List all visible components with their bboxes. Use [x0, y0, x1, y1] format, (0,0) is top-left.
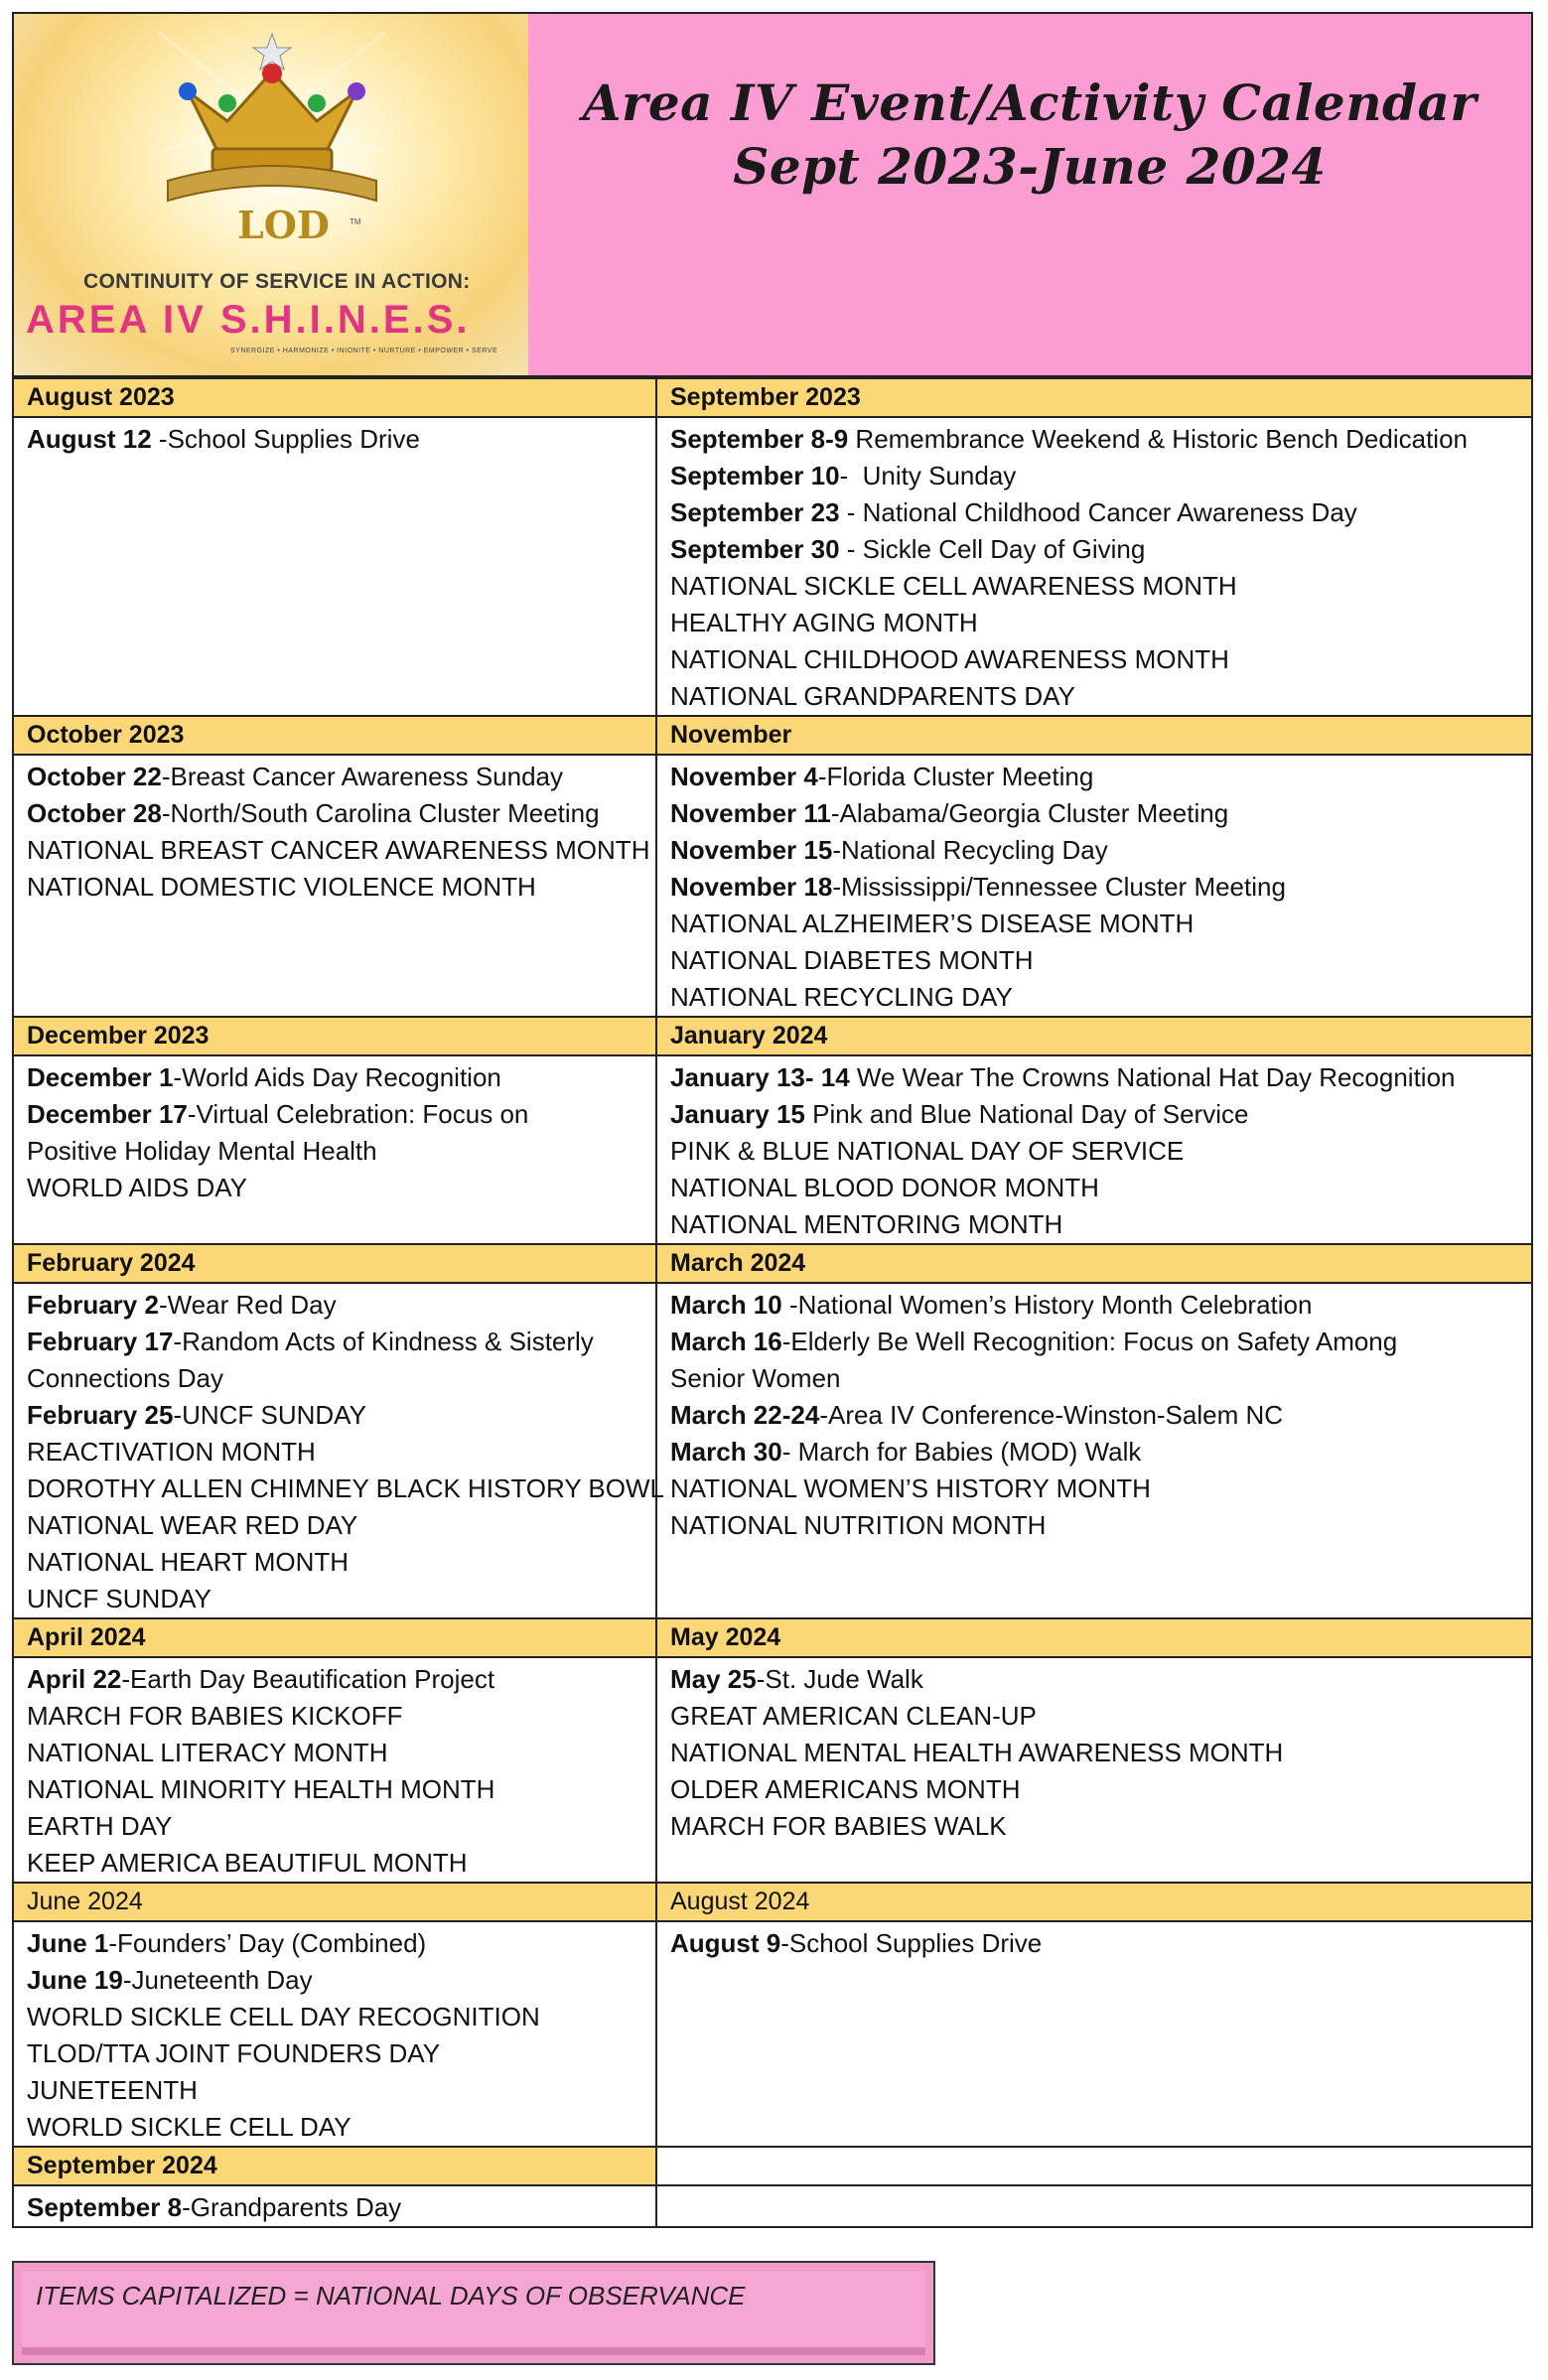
event-date: August 12 — [27, 424, 152, 454]
event-item — [27, 1059, 647, 1096]
event-date: February 25 — [27, 1400, 174, 1430]
event-description: MARCH FOR BABIES KICKOFF — [27, 1701, 403, 1731]
event-description: TLOD/TTA JOINT FOUNDERS DAY — [27, 2038, 441, 2068]
event-description: GREAT AMERICAN CLEAN-UP — [670, 1701, 1037, 1731]
event-item — [670, 568, 1523, 605]
month-events — [657, 1056, 1531, 1243]
event-date: November 11 — [670, 798, 831, 828]
event-description: -Breast Cancer Awareness Sunday — [161, 762, 564, 791]
event-description: -School Supplies Drive — [780, 1928, 1043, 1958]
event-description: Pink and Blue National Day of Service — [804, 1099, 1249, 1129]
event-description: -Alabama/Georgia Cluster Meeting — [830, 798, 1229, 828]
event-date: April 22 — [27, 1664, 122, 1694]
event-description: Connections Day — [27, 1363, 223, 1393]
event-description: DOROTHY ALLEN CHIMNEY BLACK HISTORY BOWL — [27, 1473, 665, 1503]
event-description: NATIONAL MINORITY HEALTH MONTH — [27, 1774, 495, 1804]
event-item — [27, 1845, 647, 1882]
event-item — [27, 2189, 647, 2226]
month-events — [657, 756, 1531, 1016]
month-events — [14, 2186, 657, 2226]
event-item — [27, 1324, 647, 1360]
month-events — [657, 2186, 1531, 2226]
month-header-row — [14, 715, 1531, 754]
event-item — [27, 795, 647, 832]
title-panel — [528, 14, 1531, 375]
event-description: EARTH DAY — [27, 1811, 173, 1841]
event-description: -North/South Carolina Cluster Meeting — [161, 798, 600, 828]
month-events-row — [14, 1656, 1531, 1882]
event-item — [670, 1808, 1523, 1845]
event-description: OLDER AMERICANS MONTH — [670, 1774, 1021, 1804]
event-description: NATIONAL ALZHEIMER’S DISEASE MONTH — [670, 909, 1195, 938]
event-item — [27, 2109, 647, 2146]
event-item — [670, 1287, 1523, 1324]
event-item — [670, 641, 1523, 678]
event-description: WORLD SICKLE CELL DAY — [27, 2112, 352, 2142]
month-events — [657, 1658, 1531, 1882]
event-item — [670, 1360, 1523, 1397]
event-description: NATIONAL WOMEN’S HISTORY MONTH — [670, 1473, 1151, 1503]
month-events-row — [14, 1282, 1531, 1617]
event-date: November 4 — [670, 762, 818, 791]
event-item — [670, 1470, 1523, 1507]
month-events — [14, 1658, 657, 1882]
event-item — [27, 1170, 647, 1206]
event-date: November 15 — [670, 835, 833, 865]
event-description: -Area IV Conference-Winston-Salem NC — [819, 1400, 1284, 1430]
event-description: KEEP AMERICA BEAUTIFUL MONTH — [27, 1848, 468, 1878]
month-events — [14, 418, 657, 715]
event-description: NATIONAL BLOOD DONOR MONTH — [670, 1173, 1099, 1202]
event-description: - Sickle Cell Day of Giving — [839, 534, 1146, 564]
logo-values-text: SYNERGIZE • HARMONIZE • INIONITE • NURTURE • EMPOWER • SERVE — [230, 348, 498, 354]
month-events — [657, 1284, 1531, 1617]
event-description: NATIONAL GRANDPARENTS DAY — [670, 681, 1075, 711]
event-description: -World Aids Day Recognition — [173, 1062, 501, 1092]
crown-icon — [158, 32, 386, 210]
event-description: - March for Babies (MOD) Walk — [781, 1437, 1142, 1467]
event-description: - National Childhood Cancer Awareness Day — [839, 497, 1357, 527]
event-item — [27, 1544, 647, 1581]
month-header-row — [14, 1243, 1531, 1282]
event-item — [670, 1434, 1523, 1470]
event-item — [27, 1133, 647, 1170]
event-date: June 19 — [27, 1965, 123, 1995]
month-events — [14, 1922, 657, 2146]
month-events — [657, 418, 1531, 715]
event-item — [27, 1287, 647, 1324]
event-date: August 9 — [670, 1928, 781, 1958]
event-description: NATIONAL MENTAL HEALTH AWARENESS MONTH — [670, 1738, 1284, 1767]
event-description: -Grandparents Day — [182, 2192, 402, 2222]
calendar-table — [12, 377, 1533, 2228]
month-header: April 2024 — [14, 1619, 657, 1656]
legend-text: ITEMS CAPITALIZED = NATIONAL DAYS OF OBSERVANCE — [36, 2281, 746, 2310]
event-description: -Juneteenth Day — [122, 1965, 313, 1995]
event-date: October 22 — [27, 762, 162, 791]
month-header: September 2023 — [657, 379, 1531, 416]
event-item — [670, 759, 1523, 795]
event-item — [27, 2035, 647, 2072]
event-description: JUNETEENTH — [27, 2075, 198, 2105]
event-item — [27, 1771, 647, 1808]
event-description: -Random Acts of Kindness & Sisterly — [173, 1327, 594, 1356]
legend-box — [12, 2261, 935, 2365]
month-header-row — [14, 377, 1531, 416]
month-header: September 2024 — [14, 2148, 657, 2184]
month-events-row — [14, 754, 1531, 1016]
event-date: January 13- 14 — [670, 1062, 850, 1092]
month-events — [657, 1922, 1531, 2146]
area-iv-shines-logo — [14, 14, 528, 375]
event-description: MARCH FOR BABIES WALK — [670, 1811, 1007, 1841]
event-description: -UNCF SUNDAY — [173, 1400, 366, 1430]
event-date: March 30 — [670, 1437, 782, 1467]
event-description: We Wear The Crowns National Hat Day Recognition — [849, 1062, 1456, 1092]
event-item — [27, 1808, 647, 1845]
event-date: May 25 — [670, 1664, 757, 1694]
event-item — [670, 906, 1523, 942]
calendar-header — [12, 12, 1533, 377]
event-description: -National Women’s History Month Celebration — [781, 1290, 1313, 1320]
event-description: - Unity Sunday — [839, 461, 1017, 490]
event-description: UNCF SUNDAY — [27, 1584, 211, 1613]
event-item — [27, 2072, 647, 2109]
event-item — [670, 531, 1523, 568]
event-date: March 22-24 — [670, 1400, 820, 1430]
month-header: June 2024 — [14, 1884, 657, 1920]
month-header: May 2024 — [657, 1619, 1531, 1656]
event-description: -Mississippi/Tennessee Cluster Meeting — [832, 872, 1286, 902]
month-events — [14, 1056, 657, 1243]
event-description: NATIONAL DIABETES MONTH — [670, 945, 1034, 975]
logo-shines-text: AREA IV S.H.I.N.E.S. — [26, 298, 471, 342]
event-item — [27, 1581, 647, 1617]
month-header: March 2024 — [657, 1245, 1531, 1282]
event-item — [27, 1470, 665, 1507]
event-date: February 17 — [27, 1327, 174, 1356]
event-item — [670, 1735, 1523, 1771]
event-item — [27, 1999, 647, 2035]
event-date: December 17 — [27, 1099, 188, 1129]
event-item — [27, 421, 647, 458]
month-header: December 2023 — [14, 1018, 657, 1054]
event-item — [670, 1507, 1523, 1544]
event-item — [27, 1096, 647, 1133]
event-date: February 2 — [27, 1290, 159, 1320]
event-item — [670, 1059, 1523, 1096]
event-item — [670, 605, 1523, 641]
event-item — [670, 869, 1523, 906]
event-date: September 30 — [670, 534, 840, 564]
month-header: November — [657, 717, 1531, 754]
month-header: August 2023 — [14, 379, 657, 416]
event-item — [670, 979, 1523, 1016]
event-description: NATIONAL CHILDHOOD AWARENESS MONTH — [670, 644, 1229, 674]
event-description: -Virtual Celebration: Focus on — [187, 1099, 529, 1129]
event-item — [670, 1771, 1523, 1808]
event-description: -National Recycling Day — [832, 835, 1108, 865]
event-description: NATIONAL NUTRITION MONTH — [670, 1510, 1047, 1540]
event-item — [670, 1096, 1523, 1133]
month-events-row — [14, 1054, 1531, 1243]
event-item — [670, 1397, 1523, 1434]
event-description: NATIONAL DOMESTIC VIOLENCE MONTH — [27, 872, 536, 902]
event-item — [27, 1735, 647, 1771]
event-item — [670, 421, 1523, 458]
logo-tagline: CONTINUITY OF SERVICE IN ACTION: — [83, 270, 471, 293]
logo-lod-text: LOD — [237, 203, 330, 247]
month-header: October 2023 — [14, 717, 657, 754]
event-item — [670, 494, 1523, 531]
event-description: -Wear Red Day — [158, 1290, 337, 1320]
event-description: NATIONAL MENTORING MONTH — [670, 1209, 1063, 1239]
event-item — [27, 1962, 647, 1999]
event-description: NATIONAL BREAST CANCER AWARENESS MONTH — [27, 835, 650, 865]
event-description: -Florida Cluster Meeting — [817, 762, 1094, 791]
month-header-row — [14, 1617, 1531, 1656]
month-events-row — [14, 416, 1531, 715]
event-item — [27, 1661, 647, 1698]
month-header-row — [14, 1882, 1531, 1920]
event-date: September 10 — [670, 461, 840, 490]
event-description: PINK & BLUE NATIONAL DAY OF SERVICE — [670, 1136, 1185, 1166]
event-item — [27, 869, 647, 906]
event-item — [670, 458, 1523, 494]
event-item — [670, 678, 1523, 715]
event-item — [670, 832, 1523, 869]
event-item — [670, 1698, 1523, 1735]
event-description: -Elderly Be Well Recognition: Focus on Safety Among — [781, 1327, 1398, 1356]
event-description: -School Supplies Drive — [151, 424, 420, 454]
event-date: September 23 — [670, 497, 840, 527]
month-header-row — [14, 2146, 1531, 2184]
event-item — [27, 759, 647, 795]
event-item — [670, 942, 1523, 979]
event-item — [27, 1925, 647, 1962]
event-item — [670, 1324, 1523, 1360]
event-item — [27, 1397, 647, 1434]
event-item — [27, 1360, 647, 1397]
month-header — [657, 2148, 1531, 2184]
event-description: NATIONAL LITERACY MONTH — [27, 1738, 388, 1767]
logo-trademark: TM — [350, 217, 361, 226]
event-description: WORLD AIDS DAY — [27, 1173, 248, 1202]
event-description: HEALTHY AGING MONTH — [670, 608, 978, 637]
month-header: February 2024 — [14, 1245, 657, 1282]
event-description: NATIONAL WEAR RED DAY — [27, 1510, 358, 1540]
event-date: December 1 — [27, 1062, 174, 1092]
event-date: November 18 — [670, 872, 833, 902]
event-description: NATIONAL RECYCLING DAY — [670, 982, 1013, 1012]
event-description: NATIONAL HEART MONTH — [27, 1547, 350, 1577]
event-item — [27, 832, 650, 869]
event-date: March 10 — [670, 1290, 782, 1320]
event-date: January 15 — [670, 1099, 805, 1129]
event-description: -Founders’ Day (Combined) — [108, 1928, 427, 1958]
event-date: September 8-9 — [670, 424, 849, 454]
event-item — [670, 1170, 1523, 1206]
event-date: October 28 — [27, 798, 162, 828]
event-date: June 1 — [27, 1928, 109, 1958]
event-item — [27, 1434, 647, 1470]
event-item — [670, 1206, 1523, 1243]
month-events-row — [14, 1920, 1531, 2146]
event-description: Remembrance Weekend & Historic Bench Dedication — [848, 424, 1468, 454]
event-item — [670, 795, 1523, 832]
event-item — [670, 1133, 1523, 1170]
month-events-row — [14, 2184, 1531, 2226]
event-description: Senior Women — [670, 1363, 841, 1393]
month-events — [14, 1284, 665, 1617]
event-item — [670, 1925, 1523, 1962]
event-description: REACTIVATION MONTH — [27, 1437, 316, 1467]
event-description: -Earth Day Beautification Project — [121, 1664, 495, 1694]
page-title: Area IV Event/Activity Calendar — [582, 73, 1478, 132]
event-item — [27, 1698, 647, 1735]
month-header-row — [14, 1016, 1531, 1054]
event-date: March 16 — [670, 1327, 782, 1356]
event-description: Positive Holiday Mental Health — [27, 1136, 377, 1166]
page-subtitle: Sept 2023-June 2024 — [733, 137, 1327, 196]
month-events — [14, 756, 657, 1016]
event-date: September 8 — [27, 2192, 183, 2222]
month-header: August 2024 — [657, 1884, 1531, 1920]
month-header: January 2024 — [657, 1018, 1531, 1054]
event-description: NATIONAL SICKLE CELL AWARENESS MONTH — [670, 571, 1237, 601]
event-item — [670, 1661, 1523, 1698]
event-description: -St. Jude Walk — [756, 1664, 923, 1694]
event-description: WORLD SICKLE CELL DAY RECOGNITION — [27, 2002, 540, 2031]
event-item — [27, 1507, 647, 1544]
